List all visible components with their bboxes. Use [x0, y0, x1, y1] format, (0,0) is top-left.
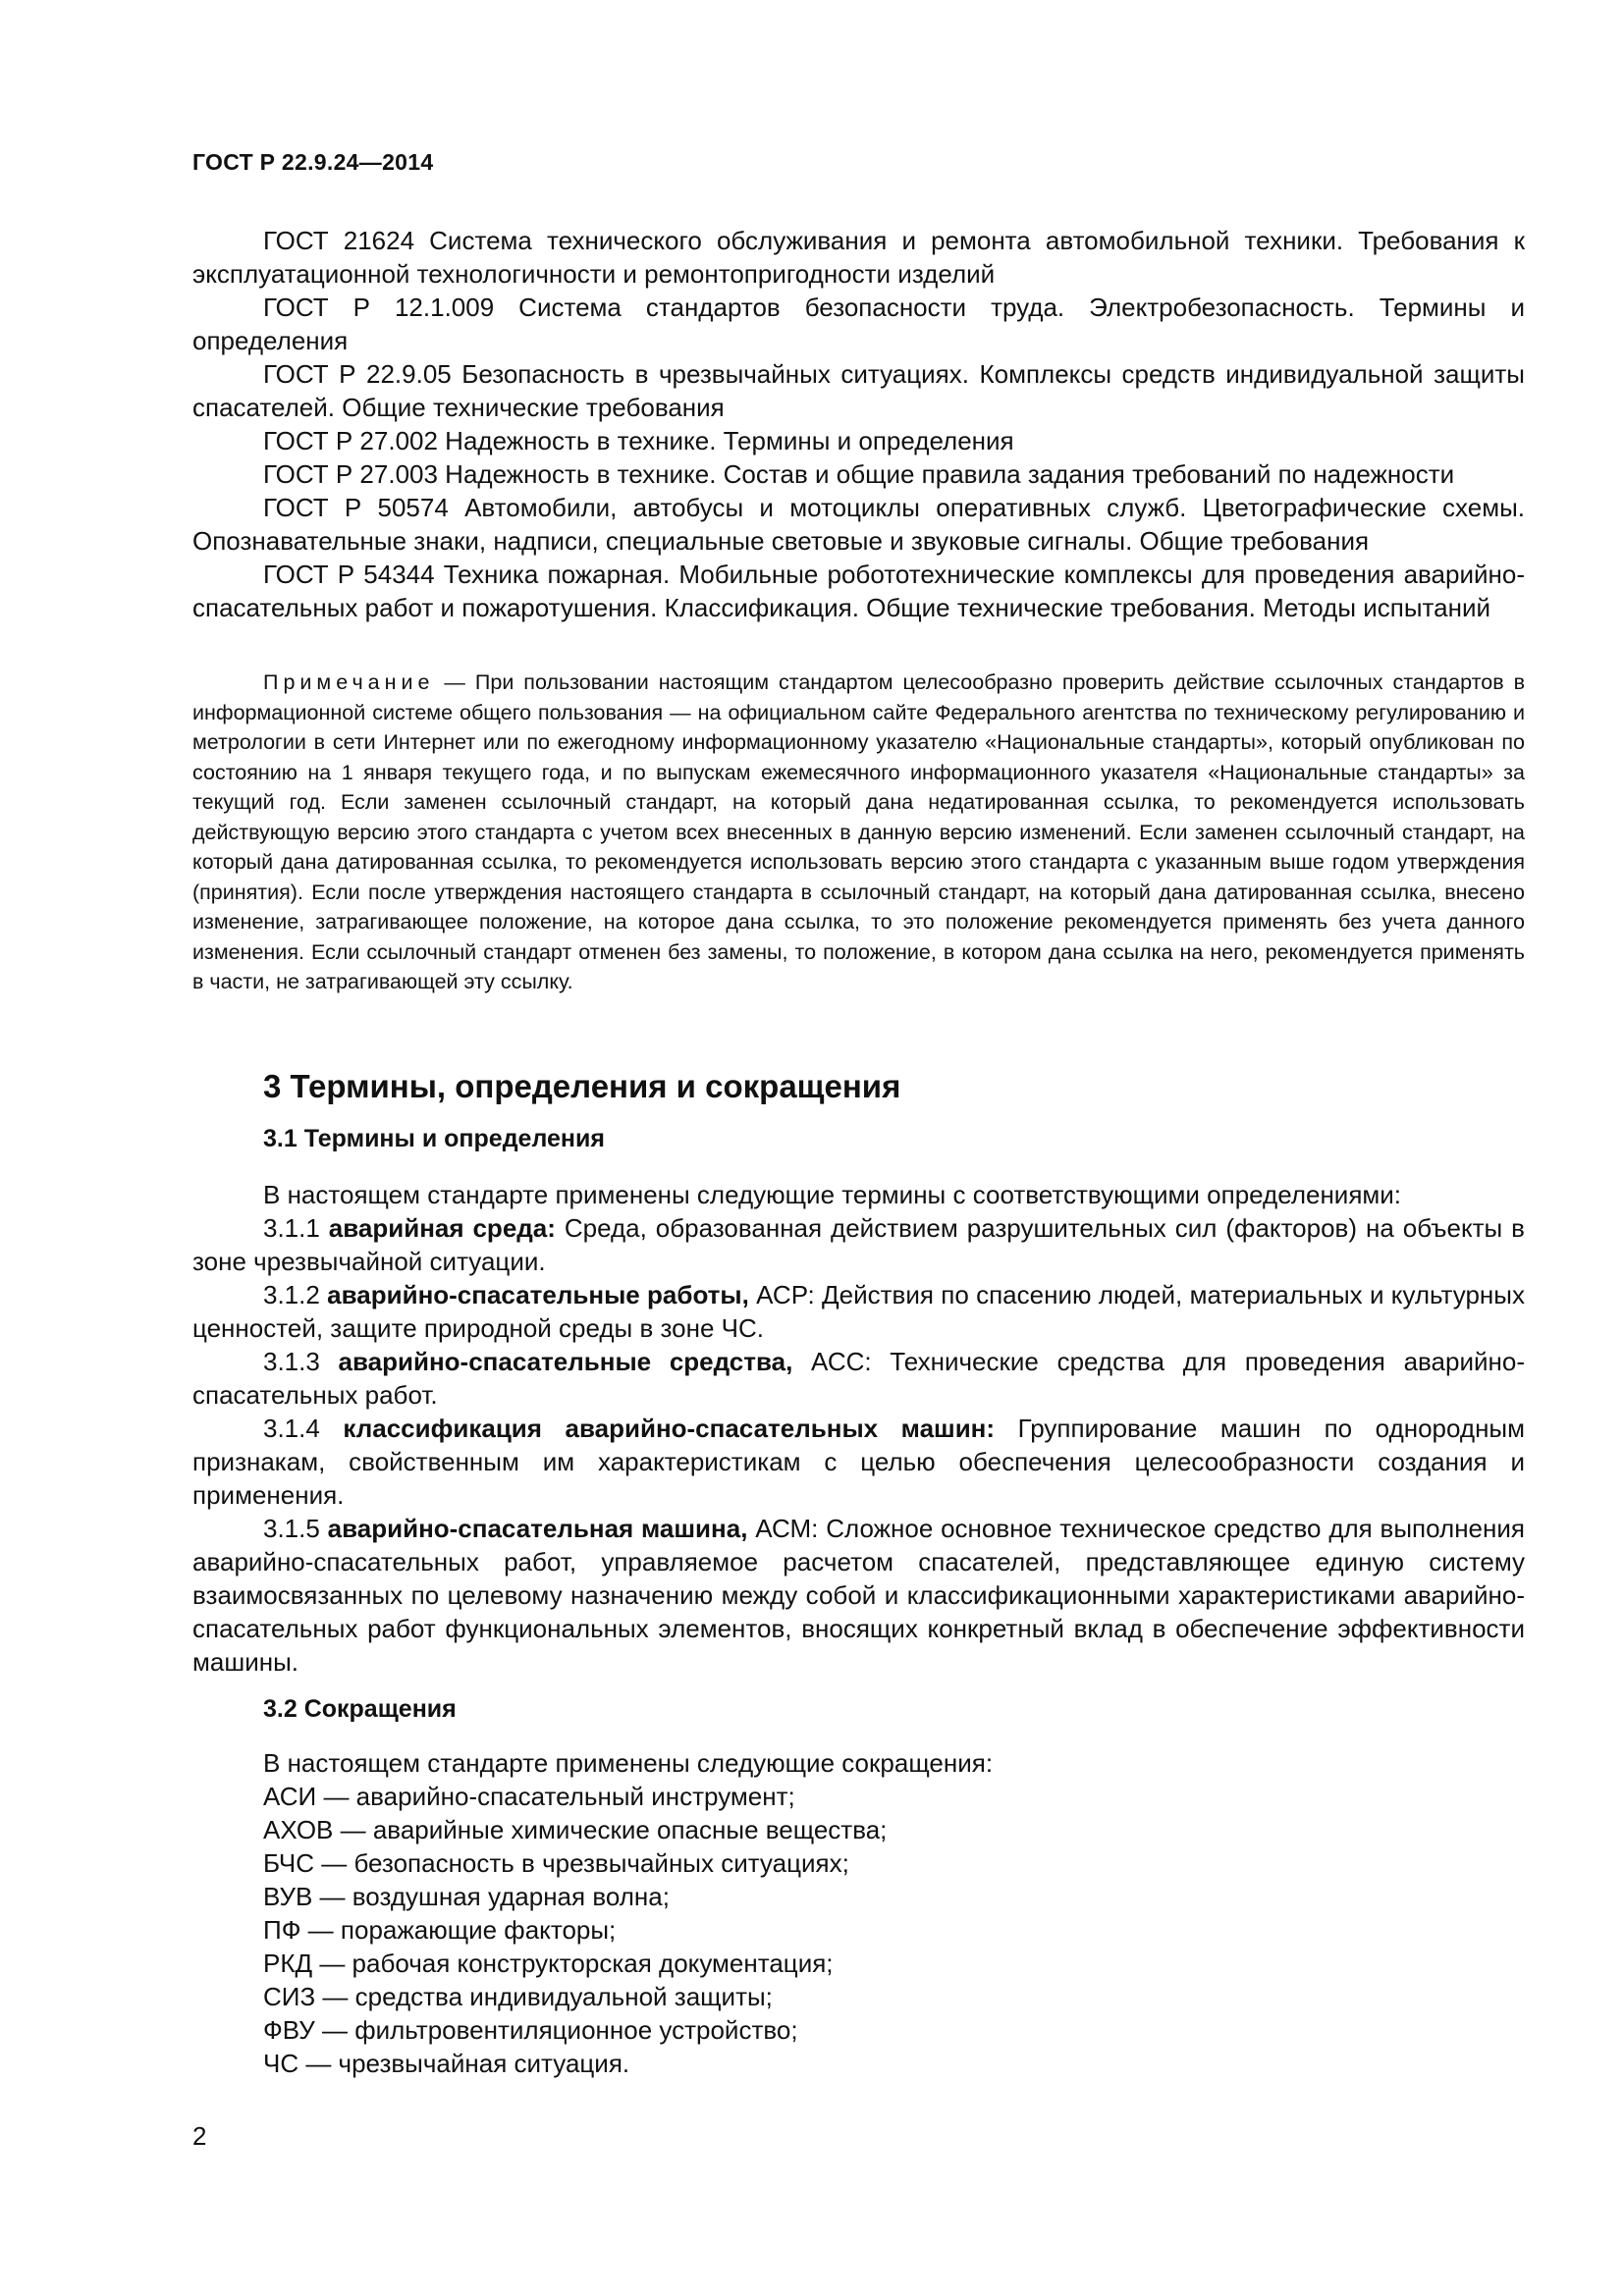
abbreviation-item: ЧС — чрезвычайная ситуация.	[263, 2049, 630, 2078]
terms-intro: В настоящем стандарте применены следующие термины с соответствующими определениями:	[263, 1180, 1402, 1209]
abbreviations-intro: В настоящем стандарте применены следующие сокращения:	[263, 1748, 994, 1778]
term-name: аварийно-спасательные работы,	[327, 1280, 749, 1309]
term-number: 3.1.5	[263, 1514, 328, 1543]
term-number: 3.1.1	[263, 1213, 329, 1243]
page-number: 2	[192, 2121, 207, 2151]
reference-item: ГОСТ Р 27.003 Надежность в технике. Состав и общие правила задания требований по надежности	[263, 459, 1455, 489]
term-name: аварийно-спасательные средства,	[338, 1347, 793, 1376]
term-entry	[192, 1512, 1525, 1679]
abbreviation-item: АХОВ — аварийные химические опасные вещества;	[263, 1815, 888, 1844]
note-dash: —	[434, 670, 475, 694]
reference-item: ГОСТ 21624 Система технического обслуживания и ремонта автомобильной техники. Требования к эксплуатационной технологичности и ремонтопригодности изделий	[192, 226, 1525, 289]
term-definition: Среда, образованная действием разрушительных сил (факторов) на объекты в зоне чрезвычайной ситуации.	[192, 1213, 1525, 1276]
term-definition: АСР: Действия по спасению людей, материальных и культурных ценностей, защите природной среды в зоне ЧС.	[192, 1280, 1525, 1343]
abbreviations-list	[192, 1746, 1525, 2080]
term-name: аварийно-спасательная машина,	[327, 1514, 748, 1543]
abbreviation-item: ВУВ — воздушная ударная волна;	[263, 1882, 670, 1911]
term-entry	[192, 1211, 1525, 1278]
term-definition: АСМ: Сложное основное техническое средство для выполнения аварийно-спасательных работ, управляемое расчетом спасателей, представляющее единую систему взаимосвязанных по целевому назначению между собой и классификационными характеристиками аварийно-спасательных работ функциональных элементов, вносящих конкретный вклад в обеспечение эффективности машины.	[192, 1514, 1525, 1677]
reference-item: ГОСТ Р 12.1.009 Система стандартов безопасности труда. Электробезопасность. Термины и определения	[192, 293, 1525, 355]
note-text: При пользовании настоящим стандартом целесообразно проверить действие ссылочных стандартов в информационной системе общего пользования — на официальном сайте Федерального агентства по техническому регулированию и метрологии в сети Интернет или по ежегодному информационному указателю «Национальные стандарты», который опубликован по состоянию на 1 января текущего года, и по выпускам ежемесячного информационного указателя «Национальные стандарты» за текущий год. Если заменен ссылочный стандарт, на который дана недатированная ссылка, то рекомендуется использовать действующую версию этого стандарта с учетом всех внесенных в данную версию изменений. Если заменен ссылочный стандарт, на который дана датированная ссылка, то рекомендуется использовать версию этого стандарта с указанным выше годом утверждения (принятия). Если после утверждения настоящего стандарта в ссылочный стандарт, на который дана датированная ссылка, внесено изменение, затрагивающее положение, на которое дана ссылка, то это положение рекомендуется применять без учета данного изменения. Если ссылочный стандарт отменен без замены, то положение, в котором дана ссылка на него, рекомендуется применять в части, не затрагивающей эту ссылку.	[192, 670, 1526, 993]
abbreviation-item: СИЗ — средства индивидуальной защиты;	[263, 1982, 773, 2011]
section-3-1-title: 3.1 Термины и определения	[263, 1125, 605, 1152]
section-3-title: 3 Термины, определения и сокращения	[263, 1068, 901, 1104]
note-label: Примечание	[263, 670, 435, 694]
term-entry	[192, 1278, 1525, 1345]
references-note	[192, 667, 1525, 997]
term-entry	[192, 1345, 1525, 1412]
term-name: классификация аварийно-спасательных машин:	[343, 1414, 996, 1443]
abbreviation-item: БЧС — безопасность в чрезвычайных ситуациях;	[263, 1848, 849, 1878]
normative-references-list	[192, 224, 1525, 624]
term-name: аварийная среда:	[328, 1213, 556, 1243]
reference-item: ГОСТ Р 50574 Автомобили, автобусы и мотоциклы оперативных служб. Цветографические схемы. Опознавательные знаки, надписи, специальные световые и звуковые сигналы. Общие требования	[192, 493, 1525, 556]
term-number: 3.1.2	[263, 1280, 328, 1309]
note-paragraph	[192, 667, 1525, 997]
term-definition: АСС: Технические средства для проведения аварийно-спасательных работ.	[192, 1347, 1525, 1410]
section-3-2-title: 3.2 Сокращения	[263, 1695, 457, 1723]
reference-item: ГОСТ Р 54344 Техника пожарная. Мобильные робототехнические комплексы для проведения аварийно-спасательных работ и пожаротушения. Классификация. Общие технические требования. Методы испытаний	[192, 560, 1525, 622]
document-code-header: ГОСТ Р 22.9.24—2014	[192, 149, 434, 175]
reference-item: ГОСТ Р 27.002 Надежность в технике. Термины и определения	[263, 426, 1014, 455]
abbreviation-item: АСИ — аварийно-спасательный инструмент;	[263, 1782, 795, 1811]
terms-list	[192, 1178, 1525, 1679]
abbreviation-item: РКД — рабочая конструкторская документация;	[263, 1949, 834, 1978]
reference-item: ГОСТ Р 22.9.05 Безопасность в чрезвычайных ситуациях. Комплексы средств индивидуальной защиты спасателей. Общие технические требования	[192, 359, 1525, 422]
term-entry	[192, 1412, 1525, 1512]
term-number: 3.1.3	[263, 1347, 339, 1376]
term-definition: Группирование машин по однородным признакам, свойственным им характеристикам с целью обеспечения целесообразности создания и применения.	[192, 1414, 1525, 1510]
abbreviation-item: ПФ — поражающие факторы;	[263, 1915, 617, 1945]
abbreviation-item: ФВУ — фильтровентиляционное устройство;	[263, 2015, 798, 2045]
term-number: 3.1.4	[263, 1414, 344, 1443]
